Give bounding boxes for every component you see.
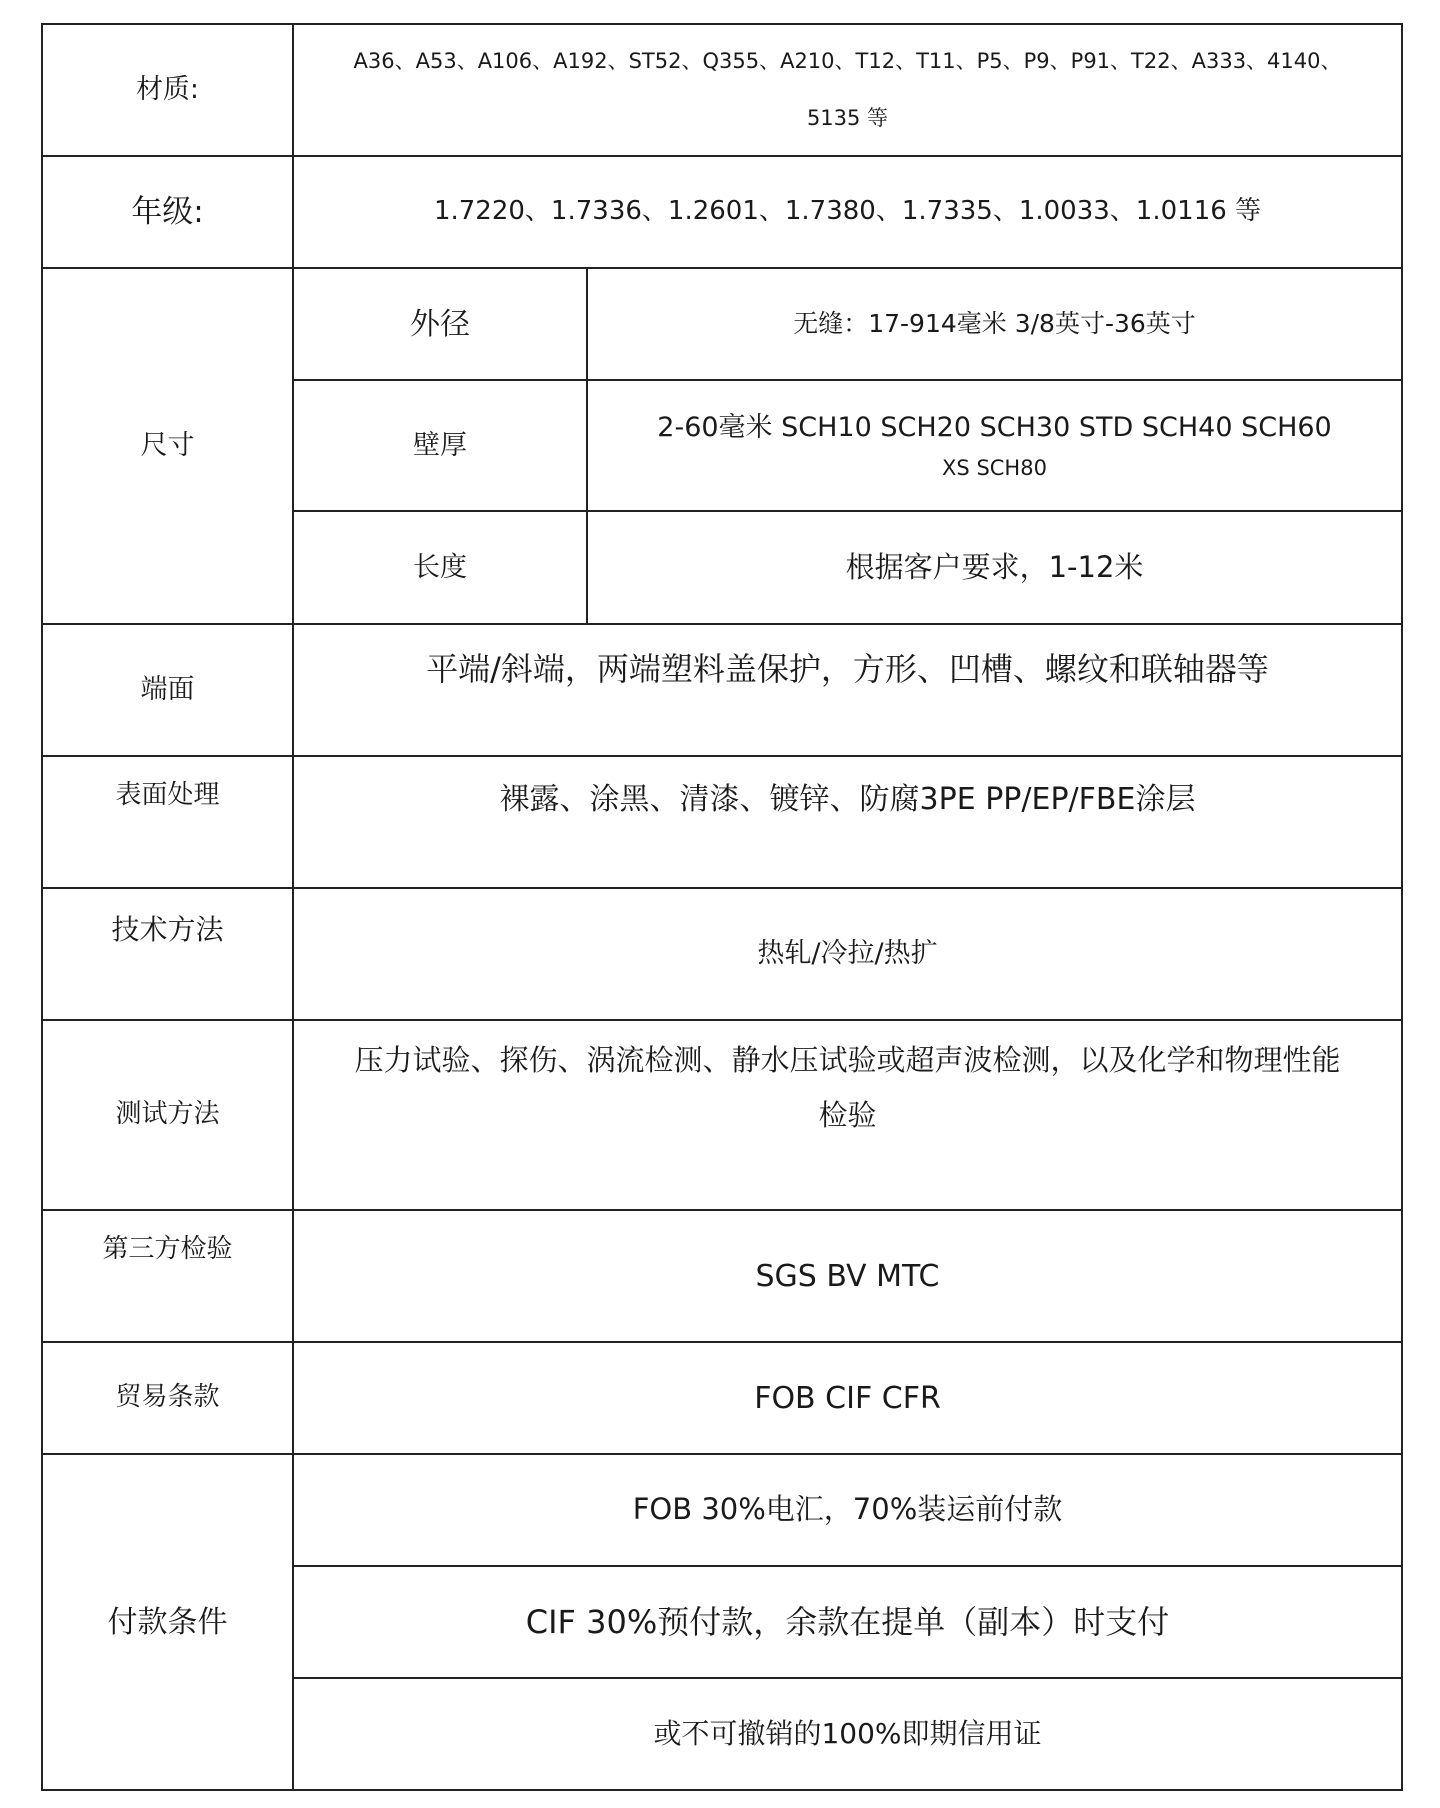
payment-item: FOB 30%电汇，70%装运前付款 (293, 1454, 1402, 1566)
material-label: 材质: (42, 24, 293, 156)
length-label: 长度 (293, 511, 587, 624)
wall-label: 壁厚 (293, 380, 587, 511)
row-size-od (42, 268, 1402, 380)
end-label: 端面 (42, 624, 293, 756)
product-spec-table (41, 23, 1403, 1791)
row-trade (42, 1342, 1402, 1454)
row-technique (42, 888, 1402, 1020)
testing-value: 压力试验、探伤、涡流检测、静水压试验或超声波检测，以及化学和物理性能检验 (293, 1020, 1402, 1210)
wall-value-cell (587, 380, 1402, 511)
size-label: 尺寸 (42, 268, 293, 624)
row-testing (42, 1020, 1402, 1210)
trade-label: 贸易条款 (42, 1342, 293, 1454)
inspection-value: SGS BV MTC (293, 1210, 1402, 1342)
length-value: 根据客户要求，1-12米 (587, 511, 1402, 624)
material-value: A36、A53、A106、A192、ST52、Q355、A210、T12、T11、P5、P9、P91、T22、A333、4140、5135 等 (293, 24, 1402, 156)
wall-value: 2-60毫米 SCH10 SCH20 SCH30 STD SCH40 SCH60 (657, 411, 1332, 443)
row-grade (42, 156, 1402, 268)
technique-value: 热轧/冷拉/热扩 (293, 888, 1402, 1020)
od-label: 外径 (293, 268, 587, 380)
technique-label: 技术方法 (42, 888, 293, 1020)
wall-value-line2: XS SCH80 (942, 455, 1047, 480)
row-inspection (42, 1210, 1402, 1342)
end-value: 平端/斜端，两端塑料盖保护，方形、凹槽、螺纹和联轴器等 (293, 624, 1402, 756)
inspection-label: 第三方检验 (42, 1210, 293, 1342)
row-payment-1 (42, 1454, 1402, 1566)
od-value: 无缝：17-914毫米 3/8英寸-36英寸 (587, 268, 1402, 380)
grade-value: 1.7220、1.7336、1.2601、1.7380、1.7335、1.0033、1.0116 等 (293, 156, 1402, 268)
grade-label: 年级: (42, 156, 293, 268)
testing-label: 测试方法 (42, 1020, 293, 1210)
surface-value: 裸露、涂黑、清漆、镀锌、防腐3PE PP/EP/FBE涂层 (293, 756, 1402, 888)
payment-item: CIF 30%预付款，余款在提单（副本）时支付 (293, 1566, 1402, 1678)
row-material (42, 24, 1402, 156)
payment-item: 或不可撤销的100%即期信用证 (293, 1678, 1402, 1790)
row-surface (42, 756, 1402, 888)
trade-value: FOB CIF CFR (293, 1342, 1402, 1454)
surface-label: 表面处理 (42, 756, 293, 888)
payment-label: 付款条件 (42, 1454, 293, 1790)
row-end (42, 624, 1402, 756)
